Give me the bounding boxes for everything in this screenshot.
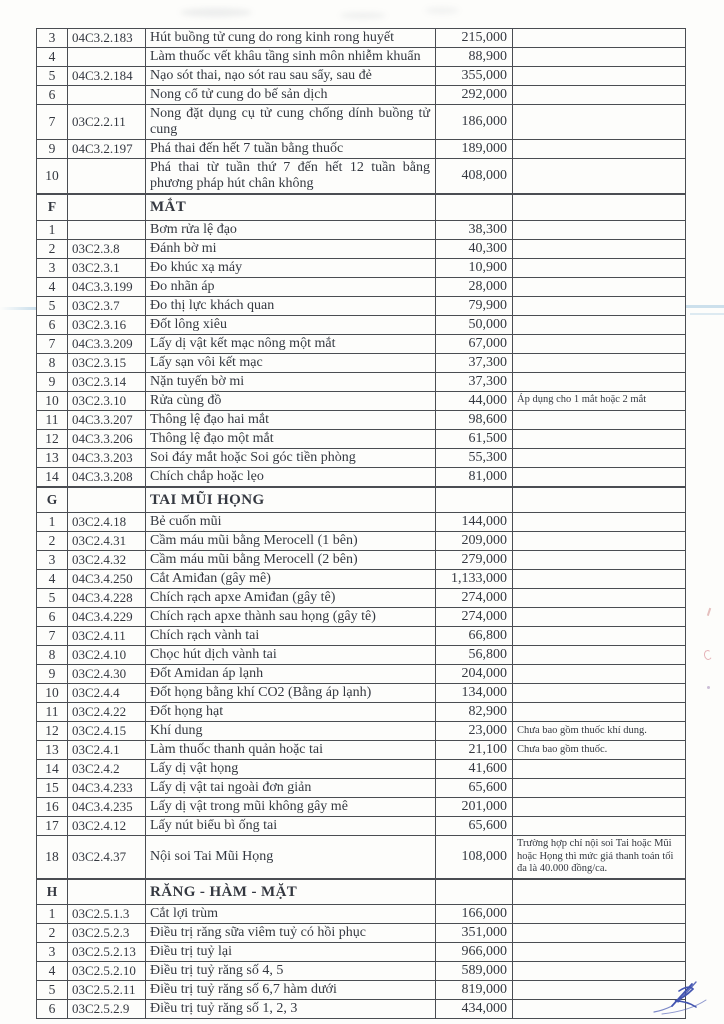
cell-name: Đo nhãn áp xyxy=(146,277,436,296)
cell-name: Khí dung xyxy=(146,722,436,741)
cell-note xyxy=(513,570,686,589)
cell-code: 03C2.4.4 xyxy=(68,684,146,703)
table-row xyxy=(37,589,686,608)
cell-note xyxy=(513,140,686,159)
cell-no: 2 xyxy=(37,239,68,258)
table-row xyxy=(37,905,686,924)
cell-name: Cầm máu mũi bằng Merocell (2 bên) xyxy=(146,551,436,570)
cell-no: G xyxy=(37,487,68,513)
cell-price: 201,000 xyxy=(436,798,513,817)
cell-name: Đốt họng hạt xyxy=(146,703,436,722)
cell-note xyxy=(513,239,686,258)
cell-price: 355,000 xyxy=(436,67,513,86)
cell-note xyxy=(513,627,686,646)
cell-price: 28,000 xyxy=(436,277,513,296)
cell-code: 03C2.3.15 xyxy=(68,353,146,372)
cell-price: 88,900 xyxy=(436,48,513,67)
cell-note xyxy=(513,879,686,905)
cell-note xyxy=(513,334,686,353)
cell-note xyxy=(513,86,686,105)
cell-name: Nội soi Tai Mũi Họng xyxy=(146,836,436,879)
service-price-table xyxy=(36,28,686,1019)
cell-no: 3 xyxy=(37,943,68,962)
cell-code: 03C2.2.11 xyxy=(68,105,146,140)
cell-name: Cắt lợi trùm xyxy=(146,905,436,924)
cell-code xyxy=(68,487,146,513)
cell-note xyxy=(513,646,686,665)
cell-code: 03C2.5.2.11 xyxy=(68,981,146,1000)
cell-code xyxy=(68,194,146,220)
cell-code: 04C3.4.250 xyxy=(68,570,146,589)
cell-price: 44,000 xyxy=(436,391,513,410)
cell-no: 2 xyxy=(37,924,68,943)
cell-name: Đo thị lực khách quan xyxy=(146,296,436,315)
table-row xyxy=(37,353,686,372)
scan-streak-icon xyxy=(690,313,724,315)
cell-note xyxy=(513,665,686,684)
section-header-row xyxy=(37,879,686,905)
cell-no: 1 xyxy=(37,513,68,532)
table-row xyxy=(37,943,686,962)
cell-price: 82,900 xyxy=(436,703,513,722)
cell-no: 1 xyxy=(37,220,68,239)
cell-name: Lấy dị vật tai ngoài đơn giản xyxy=(146,779,436,798)
cell-name: Nạo sót thai, nạo sót rau sau sẩy, sau đẻ xyxy=(146,67,436,86)
cell-no: 16 xyxy=(37,798,68,817)
cell-no: 8 xyxy=(37,646,68,665)
cell-price xyxy=(436,879,513,905)
cell-name: Đốt họng bằng khí CO2 (Bằng áp lạnh) xyxy=(146,684,436,703)
cell-note xyxy=(513,487,686,513)
cell-no: 4 xyxy=(37,48,68,67)
table-row xyxy=(37,220,686,239)
cell-name: Nong đặt dụng cụ tử cung chống dính buồng tử cung xyxy=(146,105,436,140)
table-row xyxy=(37,741,686,760)
cell-name: Phá thai đến hết 7 tuần bằng thuốc xyxy=(146,140,436,159)
table-row xyxy=(37,924,686,943)
cell-note xyxy=(513,608,686,627)
cell-name: Rửa cùng đồ xyxy=(146,391,436,410)
cell-no: 6 xyxy=(37,1000,68,1019)
cell-no: 6 xyxy=(37,86,68,105)
cell-price: 67,000 xyxy=(436,334,513,353)
cell-note xyxy=(513,410,686,429)
cell-name: Điều trị răng sữa viêm tuỷ có hồi phục xyxy=(146,924,436,943)
cell-code: 04C3.3.209 xyxy=(68,334,146,353)
table-row xyxy=(37,334,686,353)
cell-code: 04C3.3.203 xyxy=(68,448,146,467)
cell-code: 03C2.3.1 xyxy=(68,258,146,277)
cell-price: 1,133,000 xyxy=(436,570,513,589)
cell-no: 11 xyxy=(37,410,68,429)
cell-no: 10 xyxy=(37,159,68,195)
cell-note xyxy=(513,105,686,140)
table-row xyxy=(37,981,686,1000)
cell-note xyxy=(513,194,686,220)
table-row xyxy=(37,836,686,879)
cell-note xyxy=(513,467,686,487)
cell-name: Thông lệ đạo hai mắt xyxy=(146,410,436,429)
cell-note xyxy=(513,429,686,448)
cell-code: 04C3.2.197 xyxy=(68,140,146,159)
cell-price: 66,800 xyxy=(436,627,513,646)
cell-note xyxy=(513,353,686,372)
cell-name: Phá thai từ tuần thứ 7 đến hết 12 tuần bằng phương pháp hút chân không xyxy=(146,159,436,195)
scan-streak-icon xyxy=(686,305,724,308)
cell-code: 04C3.3.207 xyxy=(68,410,146,429)
cell-price: 589,000 xyxy=(436,962,513,981)
cell-price: 41,600 xyxy=(436,760,513,779)
cell-code: 03C2.4.18 xyxy=(68,513,146,532)
cell-code: 04C3.4.229 xyxy=(68,608,146,627)
cell-name: Điều trị tuỷ răng số 1, 2, 3 xyxy=(146,1000,436,1019)
section-header-row xyxy=(37,487,686,513)
cell-price: 38,300 xyxy=(436,220,513,239)
cell-code: 04C3.4.235 xyxy=(68,798,146,817)
table-row xyxy=(37,48,686,67)
cell-price: 79,900 xyxy=(436,296,513,315)
cell-note xyxy=(513,315,686,334)
cell-note xyxy=(513,258,686,277)
cell-name: Thông lệ đạo một mắt xyxy=(146,429,436,448)
cell-price: 408,000 xyxy=(436,159,513,195)
cell-name: Chích rạch apxe Amiđan (gây tê) xyxy=(146,589,436,608)
cell-name: Chích chắp hoặc lẹo xyxy=(146,467,436,487)
scan-smudge xyxy=(425,7,459,14)
cell-name: Làm thuốc vết khâu tầng sinh môn nhiễm khuẩn xyxy=(146,48,436,67)
cell-code xyxy=(68,159,146,195)
cell-price: 186,000 xyxy=(436,105,513,140)
cell-code: 03C2.3.14 xyxy=(68,372,146,391)
table-row xyxy=(37,239,686,258)
table-row xyxy=(37,722,686,741)
cell-price: 40,300 xyxy=(436,239,513,258)
cell-code: 03C2.4.30 xyxy=(68,665,146,684)
cell-note xyxy=(513,684,686,703)
cell-note xyxy=(513,551,686,570)
cell-note: Chưa bao gồm thuốc khí dung. xyxy=(513,722,686,741)
signature-mark xyxy=(642,974,720,1022)
margin-pen-mark xyxy=(703,649,713,660)
cell-code: 04C3.2.184 xyxy=(68,67,146,86)
cell-price: 134,000 xyxy=(436,684,513,703)
table-row xyxy=(37,391,686,410)
cell-price: 966,000 xyxy=(436,943,513,962)
cell-code: 04C3.4.228 xyxy=(68,589,146,608)
cell-code xyxy=(68,86,146,105)
table-row xyxy=(37,798,686,817)
cell-note xyxy=(513,513,686,532)
cell-name: TAI MŨI HỌNG xyxy=(146,487,436,513)
cell-code xyxy=(68,879,146,905)
cell-price: 50,000 xyxy=(436,315,513,334)
cell-no: 10 xyxy=(37,684,68,703)
table-row xyxy=(37,67,686,86)
cell-note xyxy=(513,448,686,467)
cell-price: 274,000 xyxy=(436,608,513,627)
table-row xyxy=(37,779,686,798)
cell-name: Lấy nút biểu bì ống tai xyxy=(146,817,436,836)
cell-code xyxy=(68,220,146,239)
cell-no: 5 xyxy=(37,67,68,86)
cell-price: 55,300 xyxy=(436,448,513,467)
cell-note xyxy=(513,159,686,195)
cell-note: Trường hợp chỉ nội soi Tai hoặc Mũi hoặc Họng thì mức giá thanh toán tối đa là 40.000 đồng/ca. xyxy=(513,836,686,879)
cell-note xyxy=(513,277,686,296)
scan-streak-icon xyxy=(0,307,37,310)
cell-name: Điều trị tuỷ lại xyxy=(146,943,436,962)
cell-no: 3 xyxy=(37,29,68,48)
cell-no: 10 xyxy=(37,391,68,410)
cell-code: 03C2.4.37 xyxy=(68,836,146,879)
cell-no: 5 xyxy=(37,981,68,1000)
cell-no: 2 xyxy=(37,532,68,551)
cell-name: Lấy dị vật trong mũi không gây mê xyxy=(146,798,436,817)
cell-code: 03C2.3.8 xyxy=(68,239,146,258)
cell-price: 279,000 xyxy=(436,551,513,570)
cell-name: Soi đáy mắt hoặc Soi góc tiền phòng xyxy=(146,448,436,467)
cell-no: 4 xyxy=(37,570,68,589)
cell-note xyxy=(513,532,686,551)
cell-name: Nặn tuyến bờ mi xyxy=(146,372,436,391)
table-row xyxy=(37,86,686,105)
cell-note: Áp dụng cho 1 mắt hoặc 2 mắt xyxy=(513,391,686,410)
cell-no: 6 xyxy=(37,608,68,627)
cell-code: 03C2.4.2 xyxy=(68,760,146,779)
table-row xyxy=(37,140,686,159)
cell-price: 37,300 xyxy=(436,372,513,391)
cell-code: 03C2.5.2.10 xyxy=(68,962,146,981)
cell-price: 61,500 xyxy=(436,429,513,448)
cell-price: 65,600 xyxy=(436,779,513,798)
table-row xyxy=(37,315,686,334)
cell-note xyxy=(513,220,686,239)
cell-price: 209,000 xyxy=(436,532,513,551)
cell-no: 4 xyxy=(37,962,68,981)
cell-note xyxy=(513,779,686,798)
cell-price xyxy=(436,487,513,513)
table-row xyxy=(37,296,686,315)
cell-name: Cầm máu mũi bằng Merocell (1 bên) xyxy=(146,532,436,551)
cell-code: 04C3.2.183 xyxy=(68,29,146,48)
cell-price: 65,600 xyxy=(436,817,513,836)
table-row xyxy=(37,646,686,665)
table-row xyxy=(37,608,686,627)
cell-price: 98,600 xyxy=(436,410,513,429)
cell-name: Bẻ cuốn mũi xyxy=(146,513,436,532)
cell-code: 03C2.5.2.3 xyxy=(68,924,146,943)
cell-no: 8 xyxy=(37,353,68,372)
table-row xyxy=(37,467,686,487)
cell-code xyxy=(68,48,146,67)
cell-price: 81,000 xyxy=(436,467,513,487)
cell-code: 03C2.5.2.13 xyxy=(68,943,146,962)
cell-no: 9 xyxy=(37,140,68,159)
table-row xyxy=(37,684,686,703)
cell-price: 166,000 xyxy=(436,905,513,924)
cell-no: 15 xyxy=(37,779,68,798)
table-row xyxy=(37,551,686,570)
table-row xyxy=(37,410,686,429)
table-row xyxy=(37,29,686,48)
scan-smudge xyxy=(180,8,252,17)
cell-name: Lấy dị vật họng xyxy=(146,760,436,779)
cell-note xyxy=(513,798,686,817)
cell-name: Làm thuốc thanh quản hoặc tai xyxy=(146,741,436,760)
cell-note xyxy=(513,296,686,315)
cell-no: 13 xyxy=(37,741,68,760)
table-row xyxy=(37,429,686,448)
cell-no: 4 xyxy=(37,277,68,296)
cell-code: 03C2.4.15 xyxy=(68,722,146,741)
cell-price: 215,000 xyxy=(436,29,513,48)
cell-no: 11 xyxy=(37,703,68,722)
table-row xyxy=(37,665,686,684)
cell-code: 03C2.4.22 xyxy=(68,703,146,722)
cell-name: Đốt Amidan áp lạnh xyxy=(146,665,436,684)
cell-note xyxy=(513,67,686,86)
cell-no: 5 xyxy=(37,589,68,608)
cell-name: Cắt Amiđan (gây mê) xyxy=(146,570,436,589)
section-header-row xyxy=(37,194,686,220)
cell-code: 04C3.3.208 xyxy=(68,467,146,487)
cell-price: 23,000 xyxy=(436,722,513,741)
cell-price: 351,000 xyxy=(436,924,513,943)
cell-name: Bơm rửa lệ đạo xyxy=(146,220,436,239)
cell-name: Lấy dị vật kết mạc nông một mắt xyxy=(146,334,436,353)
cell-code: 03C2.4.31 xyxy=(68,532,146,551)
table-row xyxy=(37,1000,686,1019)
cell-price: 10,900 xyxy=(436,258,513,277)
cell-note xyxy=(513,943,686,962)
cell-note: Chưa bao gồm thuốc. xyxy=(513,741,686,760)
cell-no: 9 xyxy=(37,665,68,684)
cell-code: 03C2.3.10 xyxy=(68,391,146,410)
cell-name: Chích rạch apxe thành sau họng (gây tê) xyxy=(146,608,436,627)
cell-code: 03C2.4.10 xyxy=(68,646,146,665)
cell-no: 12 xyxy=(37,722,68,741)
cell-code: 04C3.3.206 xyxy=(68,429,146,448)
table-row xyxy=(37,627,686,646)
cell-note xyxy=(513,905,686,924)
price-table-container xyxy=(36,28,686,1019)
cell-name: Hút buồng tử cung do rong kinh rong huyết xyxy=(146,29,436,48)
table-row xyxy=(37,570,686,589)
cell-name: RĂNG - HÀM - MẶT xyxy=(146,879,436,905)
cell-price: 56,800 xyxy=(436,646,513,665)
cell-code: 03C2.4.32 xyxy=(68,551,146,570)
cell-no: 13 xyxy=(37,448,68,467)
cell-no: 12 xyxy=(37,429,68,448)
table-row xyxy=(37,532,686,551)
cell-note xyxy=(513,817,686,836)
cell-code: 03C2.5.1.3 xyxy=(68,905,146,924)
cell-code: 04C3.4.233 xyxy=(68,779,146,798)
cell-price: 108,000 xyxy=(436,836,513,879)
cell-price: 292,000 xyxy=(436,86,513,105)
cell-no: 7 xyxy=(37,334,68,353)
cell-note xyxy=(513,48,686,67)
cell-no: 9 xyxy=(37,372,68,391)
table-row xyxy=(37,258,686,277)
cell-price: 204,000 xyxy=(436,665,513,684)
table-row xyxy=(37,277,686,296)
cell-name: Lấy sạn vôi kết mạc xyxy=(146,353,436,372)
cell-code: 04C3.3.199 xyxy=(68,277,146,296)
cell-no: 6 xyxy=(37,315,68,334)
cell-price: 21,100 xyxy=(436,741,513,760)
table-row xyxy=(37,159,686,195)
cell-no: 3 xyxy=(37,551,68,570)
cell-note xyxy=(513,760,686,779)
table-row xyxy=(37,105,686,140)
cell-no: 18 xyxy=(37,836,68,879)
cell-no: H xyxy=(37,879,68,905)
cell-code: 03C2.3.16 xyxy=(68,315,146,334)
cell-code: 03C2.4.1 xyxy=(68,741,146,760)
cell-no: 7 xyxy=(37,627,68,646)
cell-name: MẮT xyxy=(146,194,436,220)
cell-no: 17 xyxy=(37,817,68,836)
scan-smudge xyxy=(340,12,386,19)
cell-name: Chích rạch vành tai xyxy=(146,627,436,646)
cell-code: 03C2.3.7 xyxy=(68,296,146,315)
cell-price: 434,000 xyxy=(436,1000,513,1019)
margin-pen-mark xyxy=(707,608,712,617)
cell-no: 14 xyxy=(37,467,68,487)
cell-name: Đốt lông xiêu xyxy=(146,315,436,334)
cell-price: 274,000 xyxy=(436,589,513,608)
table-row xyxy=(37,817,686,836)
cell-no: 14 xyxy=(37,760,68,779)
cell-name: Điều trị tuỷ răng số 4, 5 xyxy=(146,962,436,981)
cell-code: 03C2.4.12 xyxy=(68,817,146,836)
cell-code: 03C2.4.11 xyxy=(68,627,146,646)
cell-note xyxy=(513,924,686,943)
cell-note xyxy=(513,703,686,722)
cell-price: 37,300 xyxy=(436,353,513,372)
table-row xyxy=(37,372,686,391)
price-table-body xyxy=(37,29,686,1019)
cell-no: 5 xyxy=(37,296,68,315)
margin-pen-mark xyxy=(707,686,710,689)
table-row xyxy=(37,703,686,722)
cell-price: 189,000 xyxy=(436,140,513,159)
cell-name: Đánh bờ mi xyxy=(146,239,436,258)
table-row xyxy=(37,962,686,981)
table-row xyxy=(37,448,686,467)
cell-name: Chọc hút dịch vành tai xyxy=(146,646,436,665)
cell-price xyxy=(436,194,513,220)
cell-no: F xyxy=(37,194,68,220)
cell-no: 7 xyxy=(37,105,68,140)
table-row xyxy=(37,513,686,532)
cell-name: Điều trị tuỷ răng số 6,7 hàm dưới xyxy=(146,981,436,1000)
table-row xyxy=(37,760,686,779)
cell-name: Đo khúc xạ máy xyxy=(146,258,436,277)
cell-note xyxy=(513,589,686,608)
cell-price: 819,000 xyxy=(436,981,513,1000)
cell-no: 3 xyxy=(37,258,68,277)
cell-code: 03C2.5.2.9 xyxy=(68,1000,146,1019)
cell-note xyxy=(513,29,686,48)
cell-note xyxy=(513,372,686,391)
cell-no: 1 xyxy=(37,905,68,924)
cell-name: Nong cổ tử cung do bế sản dịch xyxy=(146,86,436,105)
cell-price: 144,000 xyxy=(436,513,513,532)
